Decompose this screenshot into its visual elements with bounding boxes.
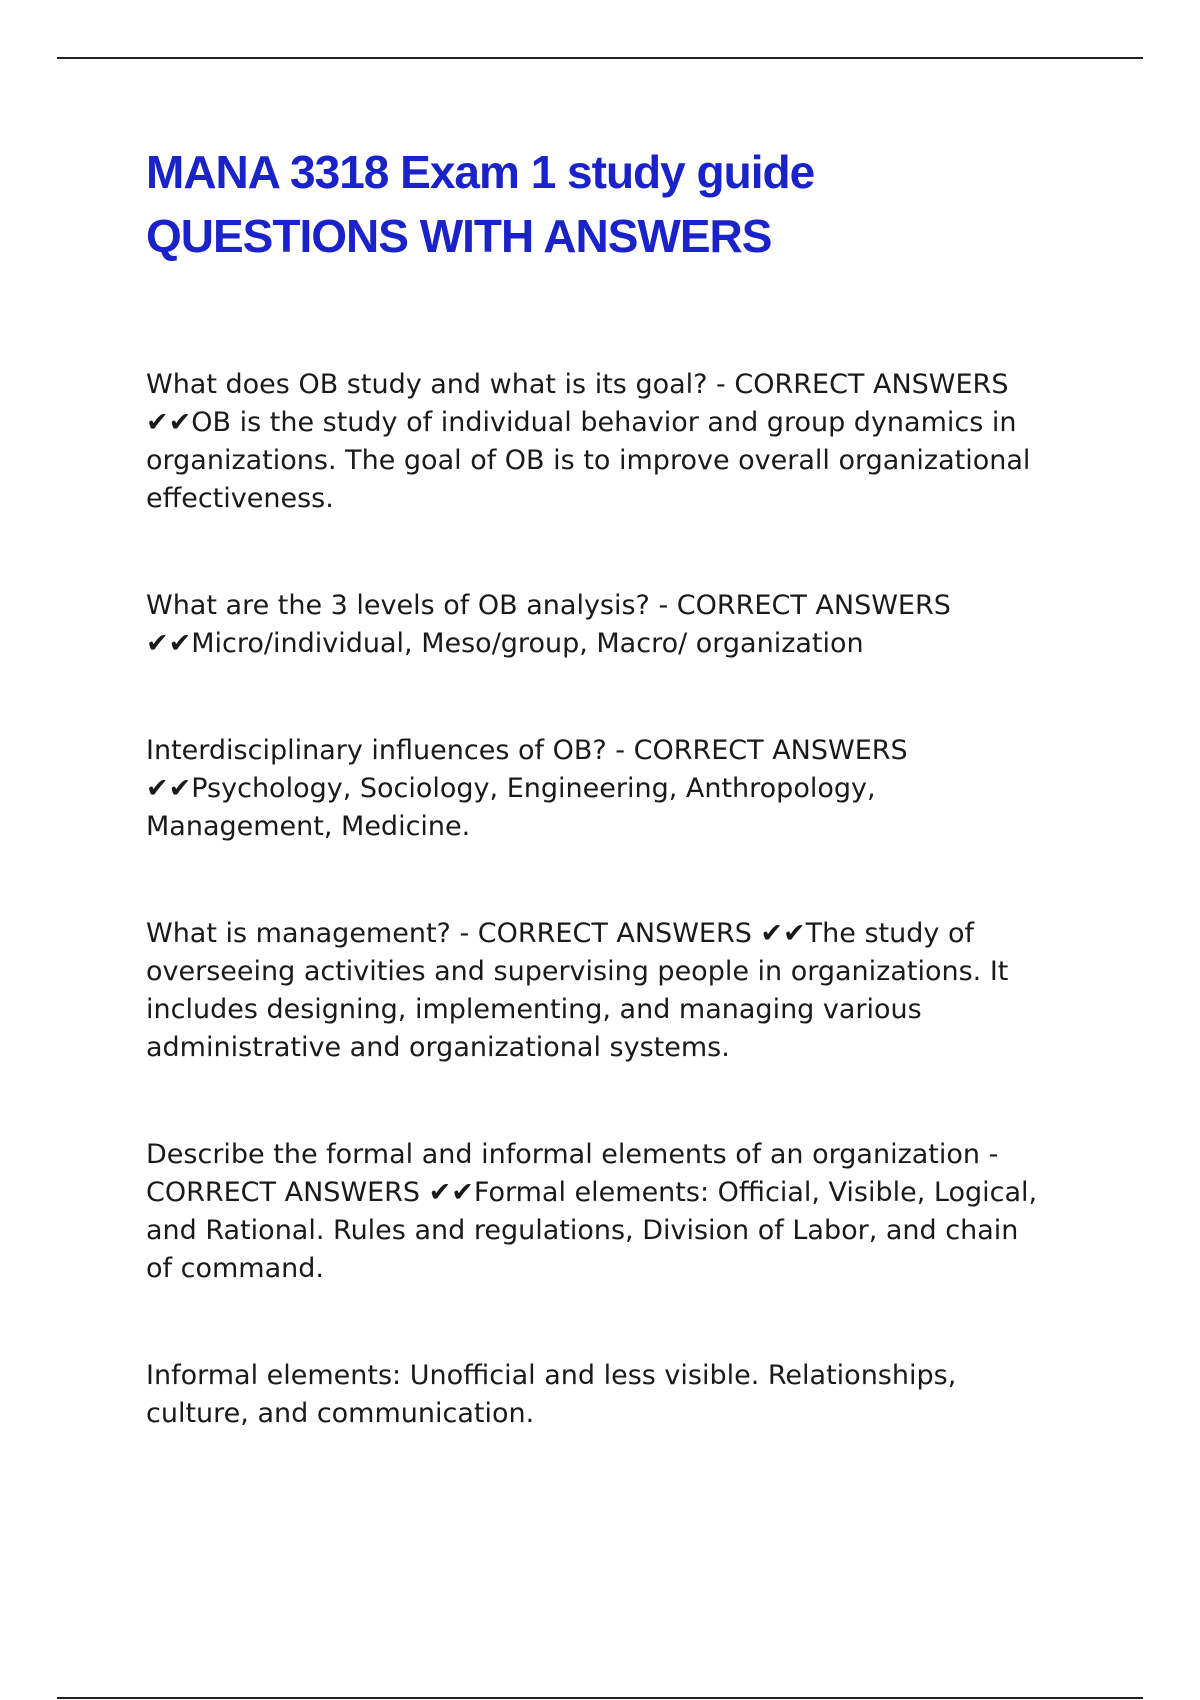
document-title	[146, 140, 1106, 268]
qa-paragraph-3: Interdisciplinary influences of OB? - CORRECT ANSWERS ✔✔Psychology, Sociology, Engineering, Anthropology, Management, Medicine.	[146, 735, 908, 842]
qa-paragraph-2: What are the 3 levels of OB analysis? - CORRECT ANSWERS ✔✔Micro/individual, Meso/group, Macro/ organization	[146, 590, 951, 659]
title-line-1: MANA 3318 Exam 1 study guide	[146, 146, 815, 198]
bottom-rule	[57, 1697, 1143, 1699]
qa-paragraph-5: Describe the formal and informal elements of an organization - CORRECT ANSWERS ✔✔Formal elements: Official, Visible, Logical, and Rational. Rules and regulations, Division of Labor, and chain of command.	[146, 1139, 1038, 1284]
document-body	[146, 366, 1086, 1502]
top-rule	[57, 57, 1143, 59]
qa-paragraph-4: What is management? - CORRECT ANSWERS ✔✔The study of overseeing activities and supervising people in organizations. It includes designing, implementing, and managing various administrative and organizational systems.	[146, 918, 1009, 1063]
qa-paragraph-6: Informal elements: Unofficial and less visible. Relationships, culture, and communication.	[146, 1360, 957, 1429]
title-line-2: QUESTIONS WITH ANSWERS	[146, 210, 772, 262]
qa-paragraph-1: What does OB study and what is its goal? - CORRECT ANSWERS ✔✔OB is the study of individual behavior and group dynamics in organizations. The goal of OB is to improve overall organizational effectiveness.	[146, 369, 1031, 514]
